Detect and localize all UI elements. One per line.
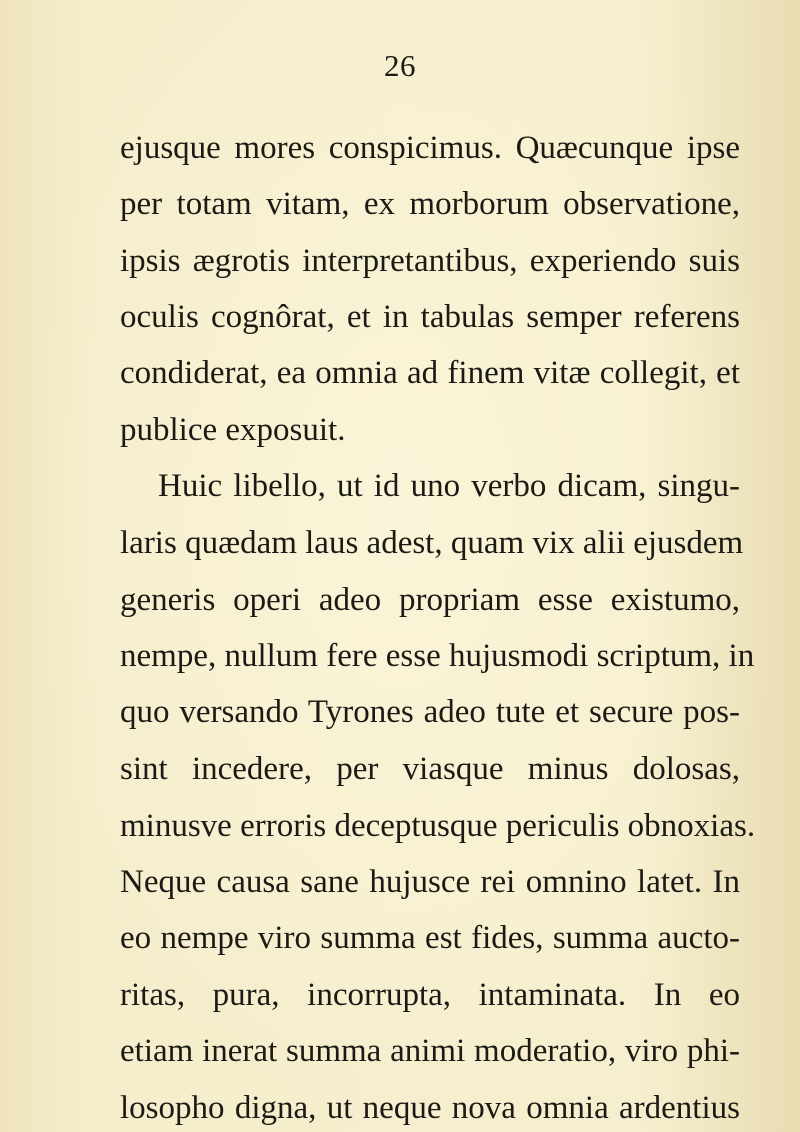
text-line-18: losopho digna, ut neque nova omnia ardentius <box>120 1090 740 1126</box>
text-line-1: ejusque mores conspicimus. Quæcunque ipse <box>120 130 740 166</box>
text-line-16: ritas, pura, incorrupta, intaminata. In eo <box>120 977 740 1013</box>
text-line-7: Huic libello, ut id uno verbo dicam, singu- <box>158 468 740 504</box>
text-line-9: generis operi adeo propriam esse existumo, <box>120 582 740 618</box>
text-line-5: condiderat, ea omnia ad finem vitæ collegit, et <box>120 355 740 391</box>
text-line-17: etiam inerat summa animi moderatio, viro phi- <box>120 1033 740 1069</box>
page-number: 26 <box>384 48 416 83</box>
text-line-4: oculis cognôrat, et in tabulas semper referens <box>120 299 740 335</box>
text-line-8: laris quædam laus adest, quam vix alii ejusdem <box>120 525 744 561</box>
text-line-14: Neque causa sane hujusce rei omnino latet. In <box>120 864 740 900</box>
text-line-11: quo versando Tyrones adeo tute et secure pos- <box>120 694 740 730</box>
text-line-3: ipsis ægrotis interpretantibus, experiendo suis <box>120 243 740 279</box>
text-line-12: sint incedere, per viasque minus dolosas, <box>120 751 740 787</box>
text-line-15: eo nempe viro summa est fides, summa aucto- <box>120 920 740 956</box>
text-line-2: per totam vitam, ex morborum observatione, <box>120 186 740 222</box>
text-line-10: nempe, nullum fere esse hujusmodi scriptum, in <box>120 638 755 674</box>
text-line-13: minusve erroris deceptusque periculis obnoxias. <box>120 808 756 844</box>
text-line-6: publice exposuit. <box>120 412 346 448</box>
